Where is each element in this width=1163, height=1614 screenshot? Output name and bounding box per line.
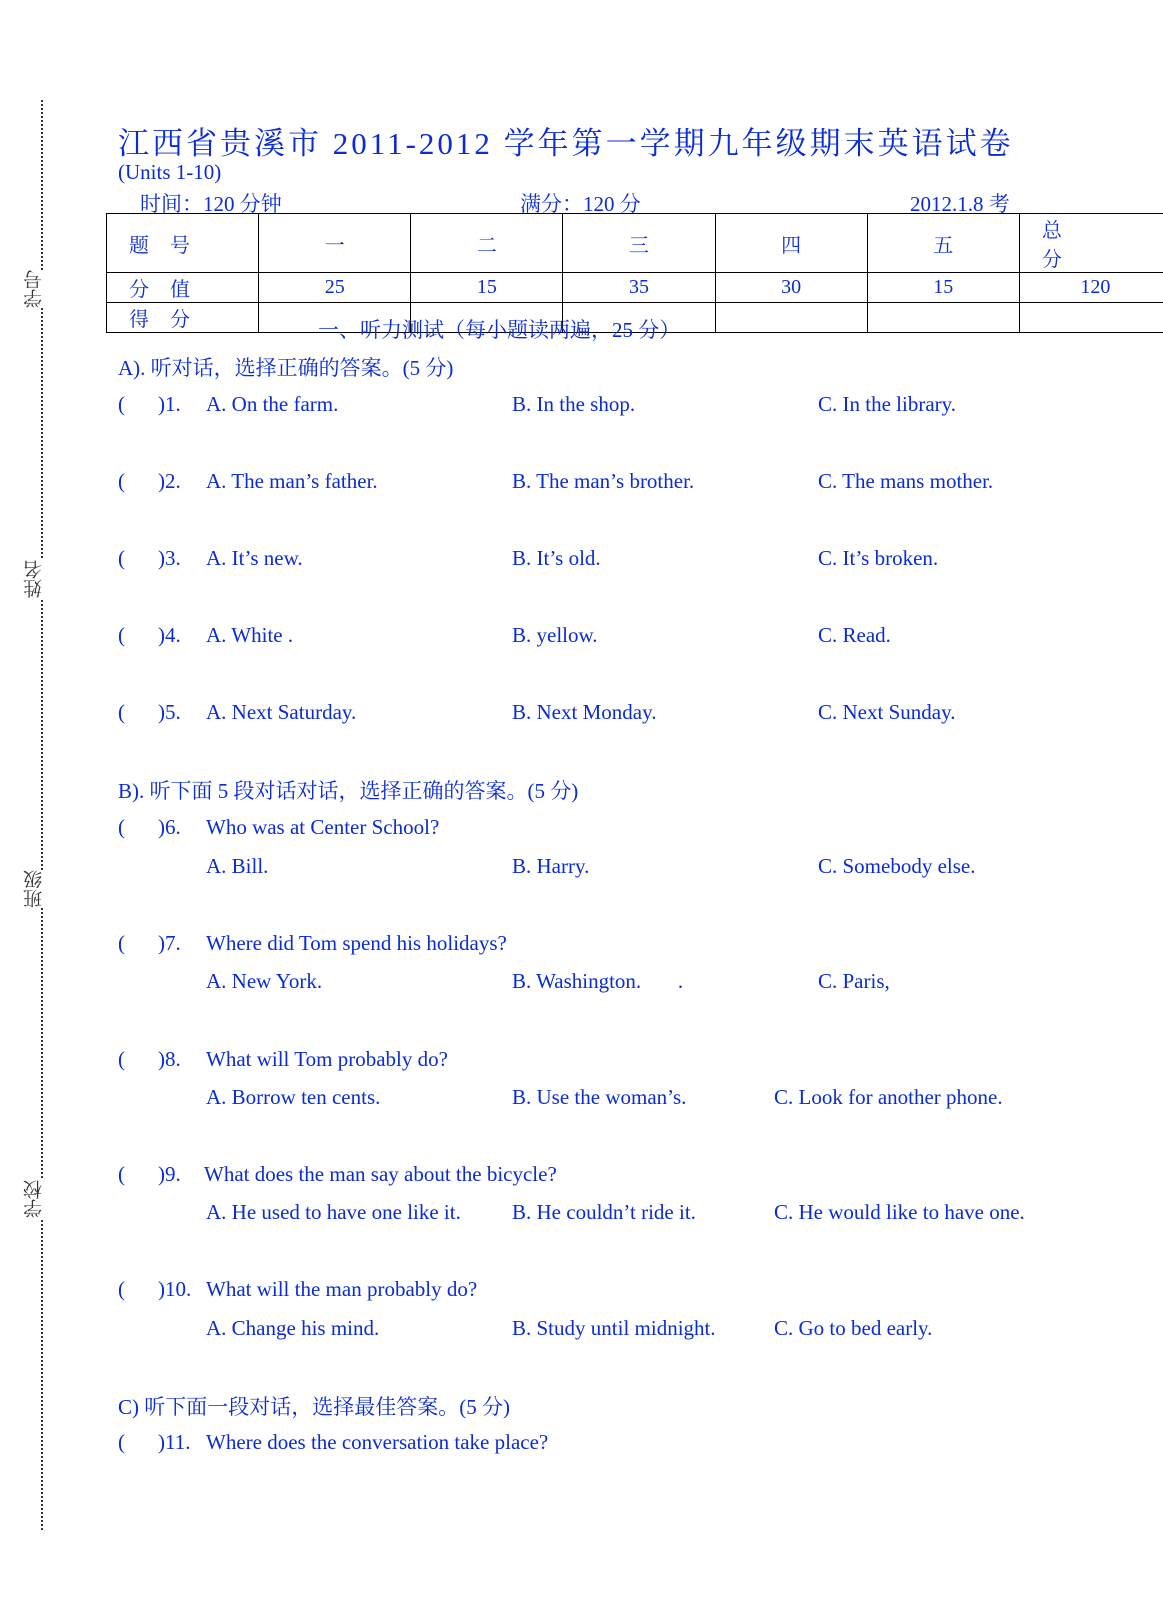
option-c: C. Read. bbox=[818, 623, 891, 647]
question-number: )9. bbox=[158, 1162, 181, 1186]
answer-blank[interactable]: ( bbox=[118, 815, 125, 839]
question-stem: Where did Tom spend his holidays? bbox=[206, 931, 507, 955]
option-c: C. Somebody else. bbox=[818, 854, 976, 878]
option-b: B. In the shop. bbox=[512, 392, 636, 416]
margin-label-student-id: 学号 bbox=[22, 270, 48, 308]
option-a: A. He used to have one like it. bbox=[206, 1200, 461, 1224]
table-cell: 得 分 bbox=[107, 303, 259, 333]
question-number: )11. bbox=[158, 1430, 191, 1454]
margin-label-school: 学校 bbox=[22, 1180, 48, 1218]
table-cell: 二 bbox=[411, 214, 563, 273]
option-a: A. It’s new. bbox=[206, 546, 303, 570]
option-a: A. Bill. bbox=[206, 854, 269, 878]
exam-time: 时间：120 分钟 bbox=[140, 192, 282, 216]
margin-label-name: 姓名 bbox=[22, 560, 48, 598]
option-b: B. Use the woman’s. bbox=[512, 1085, 687, 1109]
option-c: C. In the library. bbox=[818, 392, 957, 416]
question-number: )2. bbox=[158, 469, 181, 493]
answer-blank[interactable]: ( bbox=[118, 1047, 125, 1071]
exam-date: 2012.1.8 考 bbox=[910, 192, 1010, 216]
exam-full-score: 满分：120 分 bbox=[520, 192, 641, 216]
question-number: )7. bbox=[158, 931, 181, 955]
table-cell: 15 bbox=[867, 273, 1019, 303]
option-c: C. He would like to have one. bbox=[774, 1200, 1025, 1224]
answer-blank[interactable]: ( bbox=[118, 392, 125, 416]
option-b: B. The man’s brother. bbox=[512, 469, 695, 493]
question-stem: What does the man say about the bicycle? bbox=[204, 1162, 557, 1186]
option-a: A. New York. bbox=[206, 969, 323, 993]
option-c: C. It’s broken. bbox=[818, 546, 939, 570]
table-row bbox=[107, 273, 1163, 303]
option-b: B. Washington. . bbox=[512, 969, 684, 993]
part-c-heading: C) 听下面一段对话，选择最佳答案。(5 分) bbox=[118, 1395, 510, 1419]
score-entry-cell[interactable] bbox=[867, 303, 1019, 333]
question-stem: What will the man probably do? bbox=[206, 1277, 478, 1301]
question-number: )3. bbox=[158, 546, 181, 570]
answer-blank[interactable]: ( bbox=[118, 623, 125, 647]
option-a: A. The man’s father. bbox=[206, 469, 378, 493]
option-a: A. Borrow ten cents. bbox=[206, 1085, 381, 1109]
answer-blank[interactable]: ( bbox=[118, 1162, 125, 1186]
option-a: A. Next Saturday. bbox=[206, 700, 357, 724]
table-cell: 三 bbox=[563, 214, 715, 273]
table-cell: 15 bbox=[411, 273, 563, 303]
question-number: )6. bbox=[158, 815, 181, 839]
units-subtitle: (Units 1-10) bbox=[118, 160, 222, 184]
option-b: B. Study until midnight. bbox=[512, 1316, 716, 1340]
binding-dotted-line bbox=[41, 100, 43, 1530]
answer-blank[interactable]: ( bbox=[118, 1277, 125, 1301]
part-b-heading: B). 听下面 5 段对话对话，选择正确的答案。(5 分) bbox=[118, 779, 579, 803]
option-c: C. The mans mother. bbox=[818, 469, 994, 493]
option-a: A. On the farm. bbox=[206, 392, 339, 416]
table-cell: 总 分 bbox=[1019, 214, 1163, 273]
option-c: C. Look for another phone. bbox=[774, 1085, 1003, 1109]
score-entry-cell[interactable] bbox=[715, 303, 867, 333]
question-number: )8. bbox=[158, 1047, 181, 1071]
table-row bbox=[107, 214, 1163, 273]
answer-blank[interactable]: ( bbox=[118, 469, 125, 493]
option-a: A. White . bbox=[206, 623, 294, 647]
margin-label-class: 班级 bbox=[22, 870, 48, 908]
option-a: A. Change his mind. bbox=[206, 1316, 380, 1340]
option-b: B. He couldn’t ride it. bbox=[512, 1200, 696, 1224]
table-cell: 五 bbox=[867, 214, 1019, 273]
question-stem: Who was at Center School? bbox=[206, 815, 440, 839]
table-cell: 分 值 bbox=[107, 273, 259, 303]
question-stem: Where does the conversation take place? bbox=[206, 1430, 549, 1454]
table-cell: 120 bbox=[1019, 273, 1163, 303]
answer-blank[interactable]: ( bbox=[118, 546, 125, 570]
table-cell: 一 bbox=[259, 214, 411, 273]
question-stem: What will Tom probably do? bbox=[206, 1047, 448, 1071]
question-number: )1. bbox=[158, 392, 181, 416]
option-c: C. Paris, bbox=[818, 969, 890, 993]
score-entry-cell[interactable] bbox=[1019, 303, 1163, 333]
option-b: B. Harry. bbox=[512, 854, 590, 878]
question-number: )10. bbox=[158, 1277, 192, 1301]
answer-blank[interactable]: ( bbox=[118, 1430, 125, 1454]
option-b: B. yellow. bbox=[512, 623, 598, 647]
answer-blank[interactable]: ( bbox=[118, 931, 125, 955]
option-c: C. Next Sunday. bbox=[818, 700, 956, 724]
option-b: B. It’s old. bbox=[512, 546, 601, 570]
question-number: )5. bbox=[158, 700, 181, 724]
option-b: B. Next Monday. bbox=[512, 700, 657, 724]
part-a-heading: A). 听对话，选择正确的答案。(5 分) bbox=[118, 356, 454, 380]
answer-blank[interactable]: ( bbox=[118, 700, 125, 724]
table-cell: 30 bbox=[715, 273, 867, 303]
table-cell: 25 bbox=[259, 273, 411, 303]
question-number: )4. bbox=[158, 623, 181, 647]
table-cell: 35 bbox=[563, 273, 715, 303]
table-cell: 四 bbox=[715, 214, 867, 273]
page-title: 江西省贵溪市 2011-2012 学年第一学期九年级期末英语试卷 bbox=[118, 126, 1014, 161]
section-title-listening: 一、听力测试（每小题读两遍，25 分） bbox=[318, 318, 681, 342]
option-c: C. Go to bed early. bbox=[774, 1316, 933, 1340]
table-cell: 题 号 bbox=[107, 214, 259, 273]
